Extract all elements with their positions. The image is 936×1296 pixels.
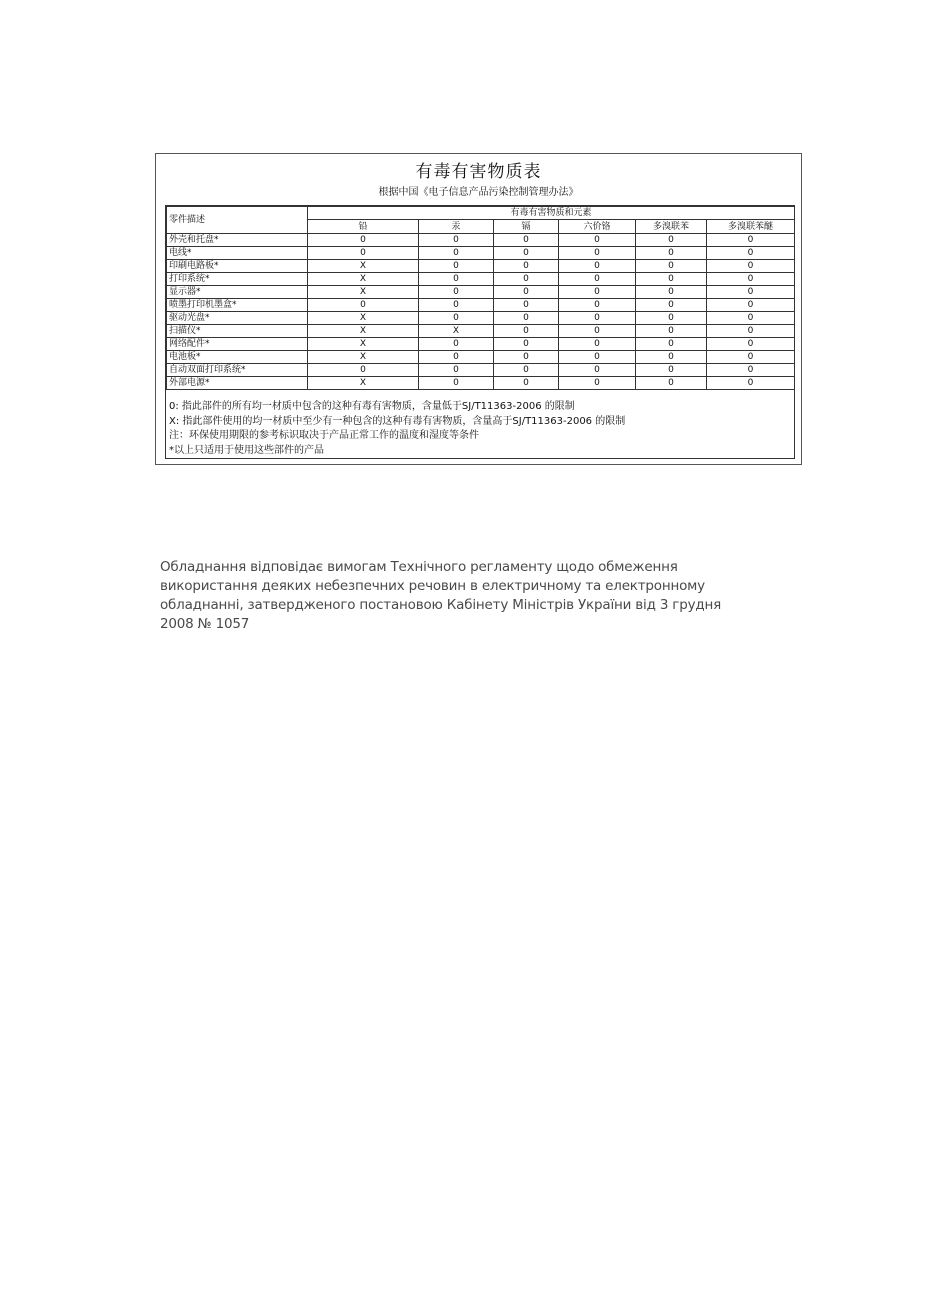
substance-value-cell: 0 bbox=[707, 364, 795, 377]
table-row bbox=[167, 260, 795, 273]
substance-value-cell: 0 bbox=[494, 260, 559, 273]
substance-value-cell: 0 bbox=[494, 247, 559, 260]
substance-value-cell: X bbox=[308, 351, 419, 364]
table-row bbox=[167, 338, 795, 351]
substance-value-cell: 0 bbox=[707, 325, 795, 338]
substance-value-cell: 0 bbox=[559, 247, 636, 260]
part-name-cell: 网络配件* bbox=[167, 338, 308, 351]
element-header-pbde: 多溴联苯醚 bbox=[707, 220, 795, 234]
note-zero-definition: 0: 指此部件的所有均一材质中包含的这种有毒有害物质，含量低于SJ/T11363-2006 的限制 bbox=[169, 401, 575, 412]
substance-value-cell: 0 bbox=[707, 312, 795, 325]
substance-value-cell: 0 bbox=[636, 351, 707, 364]
part-name-cell: 驱动光盘* bbox=[167, 312, 308, 325]
substance-value-cell: 0 bbox=[707, 377, 795, 390]
substance-value-cell: 0 bbox=[559, 364, 636, 377]
substance-value-cell: 0 bbox=[636, 273, 707, 286]
substance-value-cell: 0 bbox=[494, 338, 559, 351]
substance-value-cell: 0 bbox=[419, 286, 494, 299]
substance-value-cell: 0 bbox=[494, 273, 559, 286]
substance-value-cell: 0 bbox=[559, 312, 636, 325]
part-description-header: 零件描述 bbox=[167, 207, 308, 234]
substance-value-cell: 0 bbox=[636, 247, 707, 260]
substance-value-cell: 0 bbox=[559, 351, 636, 364]
substance-value-cell: 0 bbox=[419, 273, 494, 286]
element-header-hexavalent-chromium: 六价铬 bbox=[559, 220, 636, 234]
part-name-cell: 外部电源* bbox=[167, 377, 308, 390]
substance-value-cell: 0 bbox=[419, 351, 494, 364]
substance-value-cell: 0 bbox=[559, 234, 636, 247]
notice-line: обладнанні, затвердженого постановою Кабінету Міністрів України від 3 грудня bbox=[160, 597, 722, 613]
table-row bbox=[167, 286, 795, 299]
substance-value-cell: X bbox=[308, 338, 419, 351]
hazardous-substances-box bbox=[155, 153, 802, 465]
substance-value-cell: 0 bbox=[308, 299, 419, 312]
substance-value-cell: 0 bbox=[308, 364, 419, 377]
notice-line: використання деяких небезпечних речовин в електричному та електронному bbox=[160, 578, 705, 594]
substance-value-cell: 0 bbox=[636, 312, 707, 325]
substance-value-cell: 0 bbox=[636, 377, 707, 390]
substance-value-cell: 0 bbox=[636, 325, 707, 338]
table-row bbox=[167, 351, 795, 364]
table-row bbox=[167, 299, 795, 312]
substance-value-cell: X bbox=[308, 325, 419, 338]
substance-value-cell: 0 bbox=[419, 247, 494, 260]
substance-value-cell: 0 bbox=[559, 273, 636, 286]
part-name-cell: 印刷电路板* bbox=[167, 260, 308, 273]
note-x-definition: X: 指此部件使用的均一材质中至少有一种包含的这种有毒有害物质，含量高于SJ/T11363-2006 的限制 bbox=[169, 415, 626, 427]
substance-value-cell: 0 bbox=[419, 299, 494, 312]
substance-value-cell: 0 bbox=[494, 377, 559, 390]
substance-group-header: 有毒有害物质和元素 bbox=[308, 207, 795, 220]
substance-value-cell: 0 bbox=[707, 338, 795, 351]
substance-value-cell: 0 bbox=[419, 234, 494, 247]
substance-value-cell: 0 bbox=[559, 260, 636, 273]
substance-value-cell: 0 bbox=[559, 286, 636, 299]
substance-value-cell: 0 bbox=[707, 260, 795, 273]
element-header-lead: 铅 bbox=[308, 220, 419, 234]
table-row bbox=[167, 312, 795, 325]
substance-value-cell: 0 bbox=[494, 299, 559, 312]
substance-value-cell: 0 bbox=[419, 377, 494, 390]
substance-value-cell: 0 bbox=[308, 234, 419, 247]
table-notes bbox=[169, 400, 625, 458]
table-row bbox=[167, 364, 795, 377]
table-frame bbox=[165, 205, 795, 459]
hazardous-substances-table bbox=[166, 206, 795, 390]
element-header-cadmium: 镉 bbox=[494, 220, 559, 234]
substance-value-cell: 0 bbox=[559, 377, 636, 390]
substance-value-cell: 0 bbox=[707, 273, 795, 286]
substance-value-cell: 0 bbox=[636, 299, 707, 312]
note-environmental-period: 注：环保使用期限的参考标识取决于产品正常工作的温度和湿度等条件 bbox=[169, 430, 479, 441]
substance-value-cell: 0 bbox=[494, 312, 559, 325]
substance-value-cell: X bbox=[308, 286, 419, 299]
notice-line: 2008 № 1057 bbox=[160, 616, 250, 632]
substance-value-cell: 0 bbox=[636, 286, 707, 299]
substance-value-cell: 0 bbox=[707, 247, 795, 260]
substance-value-cell: 0 bbox=[419, 364, 494, 377]
substance-value-cell: 0 bbox=[494, 234, 559, 247]
part-name-cell: 电线* bbox=[167, 247, 308, 260]
substance-value-cell: X bbox=[419, 325, 494, 338]
substance-value-cell: X bbox=[308, 260, 419, 273]
substance-value-cell: 0 bbox=[636, 234, 707, 247]
substance-value-cell: 0 bbox=[707, 286, 795, 299]
substance-value-cell: 0 bbox=[308, 247, 419, 260]
substance-value-cell: 0 bbox=[494, 351, 559, 364]
substance-value-cell: X bbox=[308, 273, 419, 286]
substance-value-cell: X bbox=[308, 312, 419, 325]
substance-value-cell: X bbox=[308, 377, 419, 390]
part-name-cell: 显示器* bbox=[167, 286, 308, 299]
table-row bbox=[167, 325, 795, 338]
substance-value-cell: 0 bbox=[419, 338, 494, 351]
part-name-cell: 喷墨打印机墨盒* bbox=[167, 299, 308, 312]
element-header-pbb: 多溴联苯 bbox=[636, 220, 707, 234]
substance-value-cell: 0 bbox=[419, 312, 494, 325]
part-name-cell: 电池板* bbox=[167, 351, 308, 364]
table-row bbox=[167, 377, 795, 390]
ukraine-compliance-notice bbox=[160, 558, 735, 634]
substance-value-cell: 0 bbox=[559, 338, 636, 351]
substance-value-cell: 0 bbox=[636, 364, 707, 377]
substance-value-cell: 0 bbox=[559, 299, 636, 312]
table-row bbox=[167, 234, 795, 247]
substance-value-cell: 0 bbox=[707, 234, 795, 247]
table-row bbox=[167, 247, 795, 260]
substance-value-cell: 0 bbox=[419, 260, 494, 273]
table-subtitle: 根据中国《电子信息产品污染控制管理办法》 bbox=[378, 187, 579, 198]
table-title: 有毒有害物质表 bbox=[415, 162, 542, 182]
notice-line: Обладнання відповідає вимогам Технічного регламенту щодо обмеження bbox=[160, 559, 678, 575]
substance-value-cell: 0 bbox=[494, 286, 559, 299]
part-name-cell: 外壳和托盘* bbox=[167, 234, 308, 247]
substance-value-cell: 0 bbox=[707, 299, 795, 312]
substance-value-cell: 0 bbox=[707, 351, 795, 364]
substance-value-cell: 0 bbox=[636, 260, 707, 273]
substance-value-cell: 0 bbox=[636, 338, 707, 351]
table-row bbox=[167, 273, 795, 286]
part-name-cell: 自动双面打印系统* bbox=[167, 364, 308, 377]
substance-value-cell: 0 bbox=[559, 325, 636, 338]
note-applicability: *以上只适用于使用这些部件的产品 bbox=[169, 444, 324, 456]
part-name-cell: 打印系统* bbox=[167, 273, 308, 286]
substance-value-cell: 0 bbox=[494, 325, 559, 338]
substance-value-cell: 0 bbox=[494, 364, 559, 377]
element-header-mercury: 汞 bbox=[419, 220, 494, 234]
part-name-cell: 扫描仪* bbox=[167, 325, 308, 338]
